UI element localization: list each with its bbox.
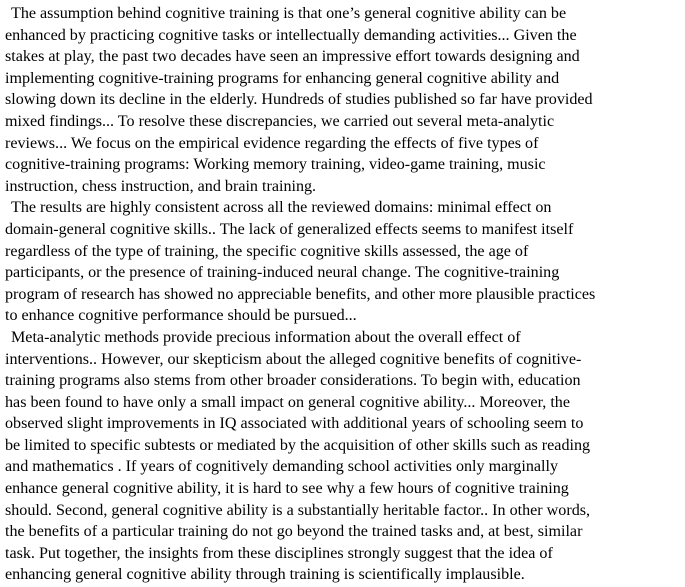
paragraph-3 [5,327,681,586]
text-line: instruction, chess instruction, and brain training. [5,177,317,195]
text-line: the benefits of a particular training do not go beyond the trained tasks and, at best, similar [5,523,583,541]
text-line: reviews... We focus on the empirical evidence regarding the effects of five types of [5,134,539,152]
text-line: domain-general cognitive skills.. The lack of generalized effects seems to manifest itself [5,220,574,238]
text-line: task. Put together, the insights from these disciplines strongly suggest that the idea of [5,544,553,562]
text-line: be limited to specific subtests or mediated by the acquisition of other skills such as reading [5,436,591,454]
text-line: enhance general cognitive ability, it is hard to see why a few hours of cognitive training [5,480,569,498]
text-line: interventions.. However, our skepticism about the alleged cognitive benefits of cognitive- [5,350,582,368]
text-line: participants, or the presence of training-induced neural change. The cognitive-training [5,264,560,282]
paragraph-2 [5,197,681,327]
text-line: and mathematics . If years of cognitively demanding school activities only marginally [5,458,559,476]
text-line: regardless of the type of training, the specific cognitive skills assessed, the age of [5,242,529,260]
document-body [5,3,681,586]
paragraph-1 [5,3,681,197]
text-line: has been found to have only a small impact on general cognitive ability... Moreover, the [5,393,571,411]
text-line: The assumption behind cognitive training is that one’s general cognitive ability can be [11,5,567,22]
text-line: stakes at play, the past two decades have seen an impressive effort towards designing and [5,48,580,66]
text-line: observed slight improvements in IQ associated with additional years of schooling seem to [5,415,584,433]
text-line: enhanced by practicing cognitive tasks or intellectually demanding activities... Given the [5,26,577,44]
text-line: training programs also stems from other broader considerations. To begin with, education [5,372,581,390]
text-line: cognitive-training programs: Working memory training, video-game training, music [5,156,546,174]
text-line: slowing down its decline in the elderly. Hundreds of studies published so far have provided [5,91,593,109]
text-line: Meta-analytic methods provide precious information about the overall effect of [11,328,521,346]
text-line: The results are highly consistent across all the reviewed domains: minimal effect on [11,199,552,217]
text-line: to enhance cognitive performance should be pursued... [5,307,357,325]
text-line: enhancing general cognitive ability through training is scientifically implausible. [5,566,525,584]
text-line: should. Second, general cognitive ability is a substantially heritable factor.. In other words, [5,501,591,519]
text-line: implementing cognitive-training programs for enhancing general cognitive ability and [5,69,560,87]
text-line: mixed findings... To resolve these discrepancies, we carried out several meta-analytic [5,112,555,130]
text-line: program of research has showed no appreciable benefits, and other more plausible practices [5,285,596,303]
